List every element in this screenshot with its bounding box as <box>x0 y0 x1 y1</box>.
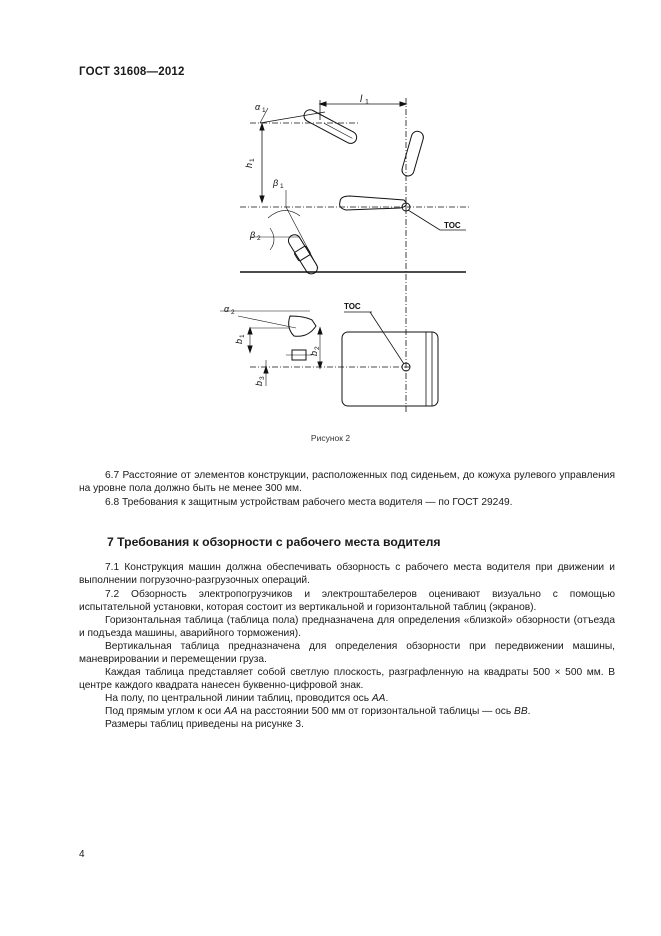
paragraph-7-2: 7.2 Обзорность электропогрузчиков и электроштабелеров оценивают визуально с помощью испытательной установки, которая состоит из вертикальной и горизонтальной таблиц (экранов). <box>79 589 615 614</box>
paragraph-table-sizes: Размеры таблиц приведены на рисунке 3. <box>105 719 304 730</box>
paragraph-each-table: Каждая таблица представляет собой светлую плоскость, разграфленную на квадраты 500 × 500 мм. В центре каждого квадрата нанесен буквенно-цифровой знак. <box>79 667 615 692</box>
label-beta1: β <box>273 178 279 188</box>
paragraph-6-7: 6.7 Расстояние от элементов конструкции, расположенных под сиденьем, до кожуха рулевого управления на уровне пола должно быть не менее 300 мм. <box>79 470 615 495</box>
label-l1-sub: 1 <box>365 99 369 106</box>
axis-aa-text-before: На полу, по центральной линии таблиц, проводится ось <box>105 693 372 704</box>
label-beta1-sub: 1 <box>280 183 284 190</box>
label-beta2: β <box>250 230 256 240</box>
label-b2: b <box>309 350 319 356</box>
paragraph-axis-bb <box>79 705 615 718</box>
paragraph-6-8: 6.8 Требования к защитным устройствам рабочего места водителя — по ГОСТ 29249. <box>105 497 513 508</box>
label-b1: b <box>234 338 244 344</box>
section-heading-7: 7 Требования к обзорности с рабочего места водителя <box>107 535 441 549</box>
label-h1-sub: 1 <box>249 158 256 162</box>
label-beta2-sub: 2 <box>257 235 261 242</box>
axis-bb-text-after: . <box>527 706 531 717</box>
page-number: 4 <box>79 849 85 860</box>
label-b2-sub: 2 <box>314 346 321 350</box>
label-b3-sub: 3 <box>259 376 266 380</box>
paragraph-7-1: 7.1 Конструкция машин должна обеспечивать обзорность с рабочего места водителя при движении и выполнении погрузочно-разгрузочных операций. <box>79 562 615 587</box>
label-l1: l <box>360 94 363 105</box>
label-b1-sub: 1 <box>239 334 246 338</box>
axis-bb-text-before: Под прямым углом к оси <box>105 706 224 717</box>
figure-caption: Рисунок 2 <box>310 433 351 443</box>
label-h1: h <box>244 162 254 168</box>
axis-aa-label: АА <box>371 693 386 704</box>
axis-bb-text-middle: на расстоянии 500 мм от горизонтальной таблицы — ось <box>237 706 515 717</box>
label-alpha1-sub: 1 <box>262 107 266 114</box>
paragraph-axis-aa <box>79 692 615 705</box>
axis-aa-text-after: . <box>385 693 389 704</box>
label-b3: b <box>254 380 264 386</box>
paragraph-vertical-table: Вертикальная таблица предназначена для определения обзорности при передвижении машины, маневрировании и перемещении груза. <box>79 641 615 666</box>
axis-bb-aa-label: АА <box>224 706 238 717</box>
label-alpha1: α <box>255 102 261 112</box>
label-alpha2: α <box>224 304 230 314</box>
paragraph-horizontal-table: Горизонтальная таблица (таблица пола) предназначена для определения «близкой» обзорности (отъезда и подъезда машины, аварийного торможения). <box>79 615 615 640</box>
label-toc-top: ТОС <box>444 221 461 230</box>
document-header: ГОСТ 31608—2012 <box>79 66 185 78</box>
figure-2-drawing <box>200 90 500 420</box>
axis-bb-label: ВВ <box>514 706 528 717</box>
label-toc-bottom: ТОС <box>344 302 361 311</box>
label-alpha2-sub: 2 <box>231 309 235 316</box>
